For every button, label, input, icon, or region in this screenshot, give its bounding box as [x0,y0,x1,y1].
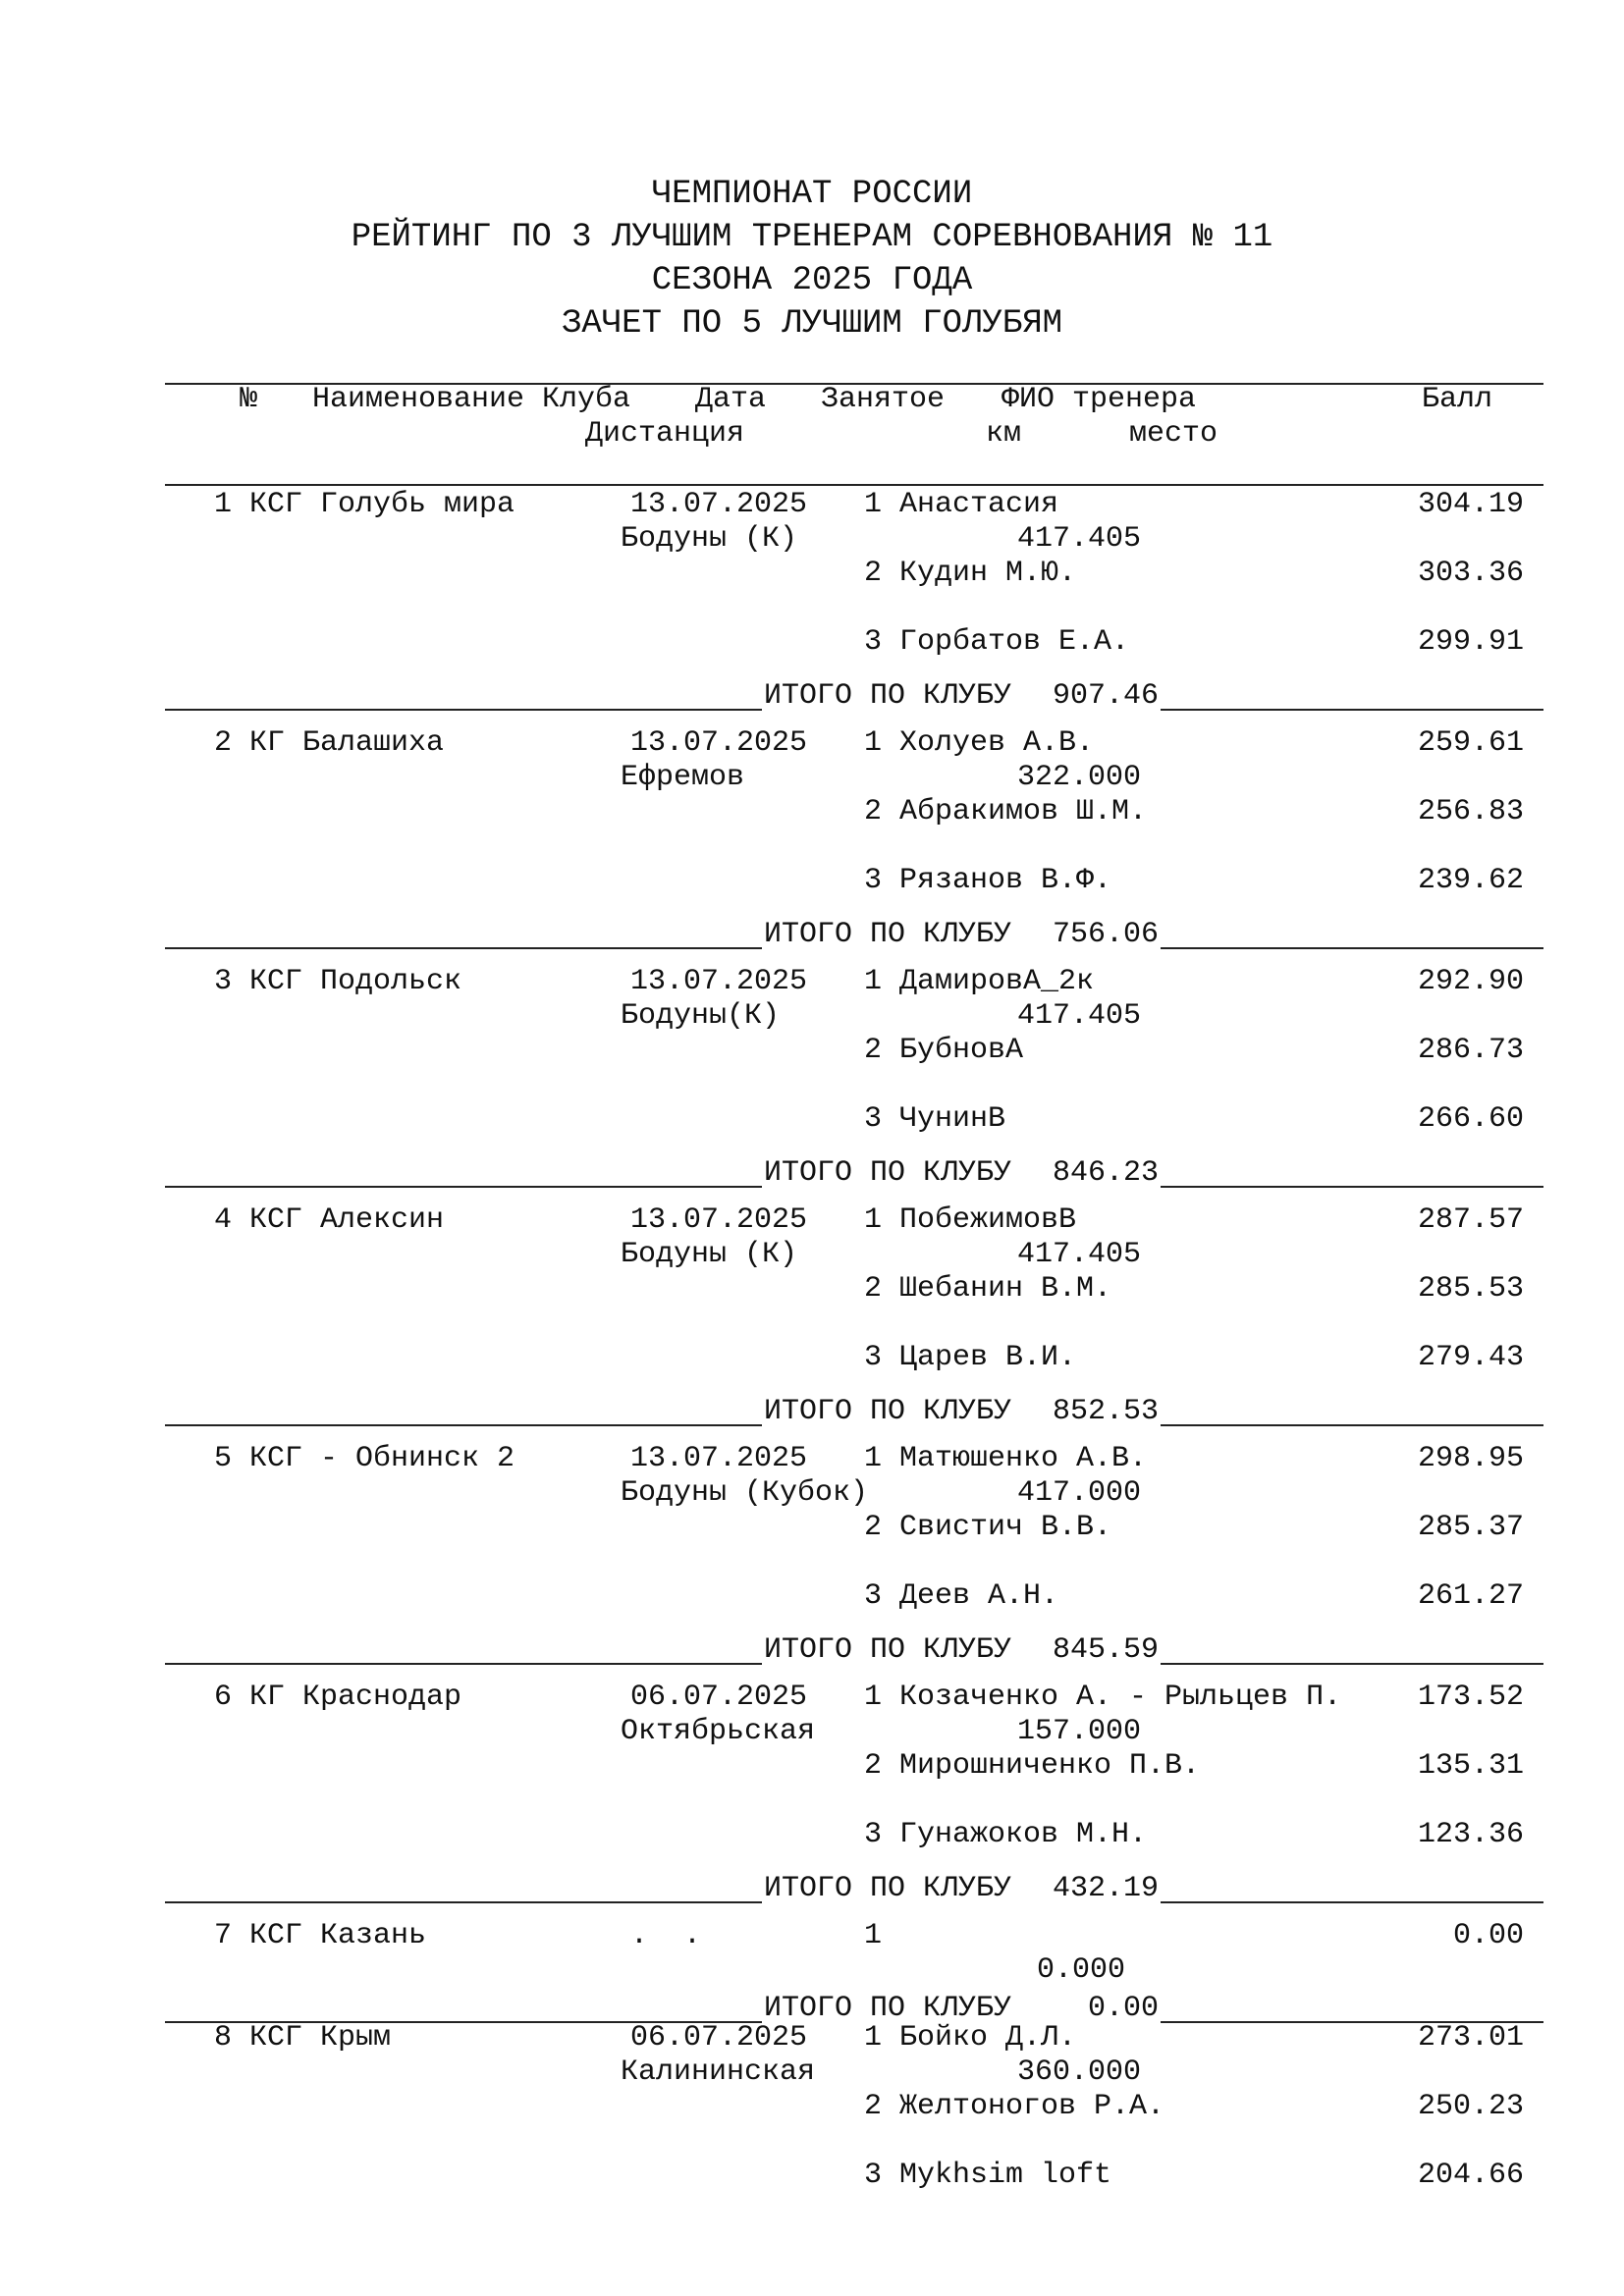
trainer-place: 1 [864,1681,883,1714]
trainer-place: 1 [864,1203,883,1237]
trainer-name: Свистич В.В. [899,1511,1112,1544]
trainer-score: 204.66 [1417,2159,1524,2192]
trainer-place: 1 [864,965,883,998]
trainer-score: 285.37 [1417,1511,1524,1544]
trainer-place: 2 [864,2090,883,2123]
club-location: Октябрьская [621,1715,816,1748]
header-distance: Дистанция [585,417,745,451]
club-number: 1 [214,488,233,521]
trainer-place: 3 [864,1102,883,1136]
trainer-place: 3 [864,1341,883,1374]
club-distance: 417.405 [1017,522,1142,556]
trainer-score: 239.62 [1417,864,1524,897]
total-value: 0.00 [1087,1992,1159,2025]
trainer-name: Горбатов Е.А. [899,625,1130,659]
trainer-score: 273.01 [1417,2021,1524,2055]
club-date: 06.07.2025 [630,1681,808,1714]
trainer-place: 2 [864,1749,883,1783]
total-rule-right [1161,1424,1543,1426]
total-value: 845.59 [1052,1633,1159,1667]
club-name: КСГ Алексин [249,1203,445,1237]
title-line-1: ЧЕМПИОНАТ РОССИИ [651,176,973,213]
total-label: ИТОГО ПО КЛУБУ [764,918,1012,951]
trainer-name: Козаченко А. - Рыльцев П. [899,1681,1342,1714]
trainer-score: 173.52 [1417,1681,1524,1714]
total-label: ИТОГО ПО КЛУБУ [764,1156,1012,1190]
header-place-label: Занятое [821,383,946,416]
trainer-score: 266.60 [1417,1102,1524,1136]
club-name: КГ Краснодар [249,1681,462,1714]
trainer-name: ДамировА_2к [899,965,1095,998]
header-bottom-rule [165,484,1543,486]
trainer-name: Деев А.Н. [899,1579,1059,1613]
club-distance: 0.000 [1037,1953,1126,1987]
trainer-score: 287.57 [1417,1203,1524,1237]
trainer-score: 135.31 [1417,1749,1524,1783]
trainer-score: 123.36 [1417,1818,1524,1851]
trainer-place: 1 [864,1442,883,1475]
club-number: 3 [214,965,233,998]
trainer-name: Матюшенко А.В. [899,1442,1148,1475]
trainer-score: 285.53 [1417,1272,1524,1306]
club-number: 7 [214,1919,233,1952]
club-distance: 417.000 [1017,1476,1142,1510]
club-location: Бодуны (Кубок) [621,1476,869,1510]
total-rule-right [1161,947,1543,949]
trainer-name: БубновА [899,1034,1024,1067]
trainer-score: 256.83 [1417,795,1524,828]
total-label: ИТОГО ПО КЛУБУ [764,1992,1012,2025]
club-location: Ефремов [621,761,745,794]
title-line-3: СЕЗОНА 2025 ГОДА [651,262,973,299]
trainer-place: 2 [864,1511,883,1544]
club-name: КСГ Казань [249,1919,427,1952]
total-value: 756.06 [1052,918,1159,951]
club-date: 13.07.2025 [630,1442,808,1475]
club-distance: 157.000 [1017,1715,1142,1748]
trainer-name: Шебанин В.М. [899,1272,1112,1306]
club-location: Бодуны(К) [621,999,781,1033]
club-distance: 322.000 [1017,761,1142,794]
header-km: км [986,417,1022,451]
trainer-score: 299.91 [1417,625,1524,659]
trainer-score: 261.27 [1417,1579,1524,1613]
trainer-score: 298.95 [1417,1442,1524,1475]
total-label: ИТОГО ПО КЛУБУ [764,1633,1012,1667]
trainer-name: Рязанов В.Ф. [899,864,1112,897]
club-name: КСГ - Обнинск 2 [249,1442,515,1475]
club-date: 06.07.2025 [630,2021,808,2055]
trainer-place: 1 [864,488,883,521]
total-value: 432.19 [1052,1872,1159,1905]
club-location: Бодуны (К) [621,1238,798,1271]
club-name: КСГ Голубь мира [249,488,515,521]
club-number: 4 [214,1203,233,1237]
total-value: 846.23 [1052,1156,1159,1190]
club-name: КГ Балашиха [249,726,445,760]
trainer-place: 3 [864,1818,883,1851]
club-date: 13.07.2025 [630,488,808,521]
header-trainer: ФИО тренера [1001,383,1197,416]
club-date: . . [630,1919,702,1952]
header-place: место [1129,417,1218,451]
header-date: Дата [695,383,767,416]
trainer-score: 250.23 [1417,2090,1524,2123]
club-location: Бодуны (К) [621,522,798,556]
club-name: КСГ Крым [249,2021,392,2055]
trainer-score: 279.43 [1417,1341,1524,1374]
trainer-name: Абракимов Ш.М. [899,795,1148,828]
trainer-place: 3 [864,625,883,659]
header-club: Наименование Клуба [312,383,631,416]
trainer-name: Желтоногов Р.А. [899,2090,1165,2123]
trainer-name: Холуев А.В. [899,726,1095,760]
total-rule-right [1161,1901,1543,1903]
title-line-4: ЗАЧЕТ ПО 5 ЛУЧШИМ ГОЛУБЯМ [561,305,1063,343]
trainer-name: Анастасия [899,488,1059,521]
total-rule-right [1161,1186,1543,1188]
header-num: № [240,383,258,416]
total-label: ИТОГО ПО КЛУБУ [764,1872,1012,1905]
trainer-name: ЧунинВ [899,1102,1006,1136]
club-date: 13.07.2025 [630,726,808,760]
club-name: КСГ Подольск [249,965,462,998]
club-date: 13.07.2025 [630,1203,808,1237]
trainer-score: 292.90 [1417,965,1524,998]
club-number: 5 [214,1442,233,1475]
total-value: 852.53 [1052,1395,1159,1428]
trainer-name: ПобежимовВ [899,1203,1077,1237]
club-number: 8 [214,2021,233,2055]
total-value: 907.46 [1052,679,1159,713]
trainer-place: 2 [864,557,883,590]
trainer-name: Мирошниченко П.В. [899,1749,1201,1783]
title-line-2: РЕЙТИНГ ПО 3 ЛУЧШИМ ТРЕНЕРАМ СОРЕВНОВАНИЯ № 11 [351,219,1273,256]
trainer-score: 0.00 [1452,1919,1524,1952]
trainer-place: 2 [864,1034,883,1067]
total-label: ИТОГО ПО КЛУБУ [764,1395,1012,1428]
trainer-score: 304.19 [1417,488,1524,521]
trainer-place: 1 [864,726,883,760]
trainer-name: Гунажоков М.Н. [899,1818,1148,1851]
trainer-score: 286.73 [1417,1034,1524,1067]
trainer-place: 3 [864,1579,883,1613]
club-number: 6 [214,1681,233,1714]
trainer-place: 1 [864,1919,883,1952]
trainer-name: Царев В.И. [899,1341,1077,1374]
trainer-place: 1 [864,2021,883,2055]
club-distance: 360.000 [1017,2056,1142,2089]
club-distance: 417.405 [1017,1238,1142,1271]
trainer-score: 259.61 [1417,726,1524,760]
trainer-place: 3 [864,2159,883,2192]
trainer-name: Mykhsim loft [899,2159,1112,2192]
trainer-score: 303.36 [1417,557,1524,590]
total-label: ИТОГО ПО КЛУБУ [764,679,1012,713]
trainer-name: Бойко Д.Л. [899,2021,1077,2055]
header-score: Балл [1422,383,1493,416]
club-date: 13.07.2025 [630,965,808,998]
trainer-name: Кудин М.Ю. [899,557,1077,590]
trainer-place: 3 [864,864,883,897]
trainer-place: 2 [864,1272,883,1306]
club-number: 2 [214,726,233,760]
total-rule-right [1161,709,1543,711]
total-rule-right [1161,1663,1543,1665]
trainer-place: 2 [864,795,883,828]
club-location: Калининская [621,2056,816,2089]
club-distance: 417.405 [1017,999,1142,1033]
